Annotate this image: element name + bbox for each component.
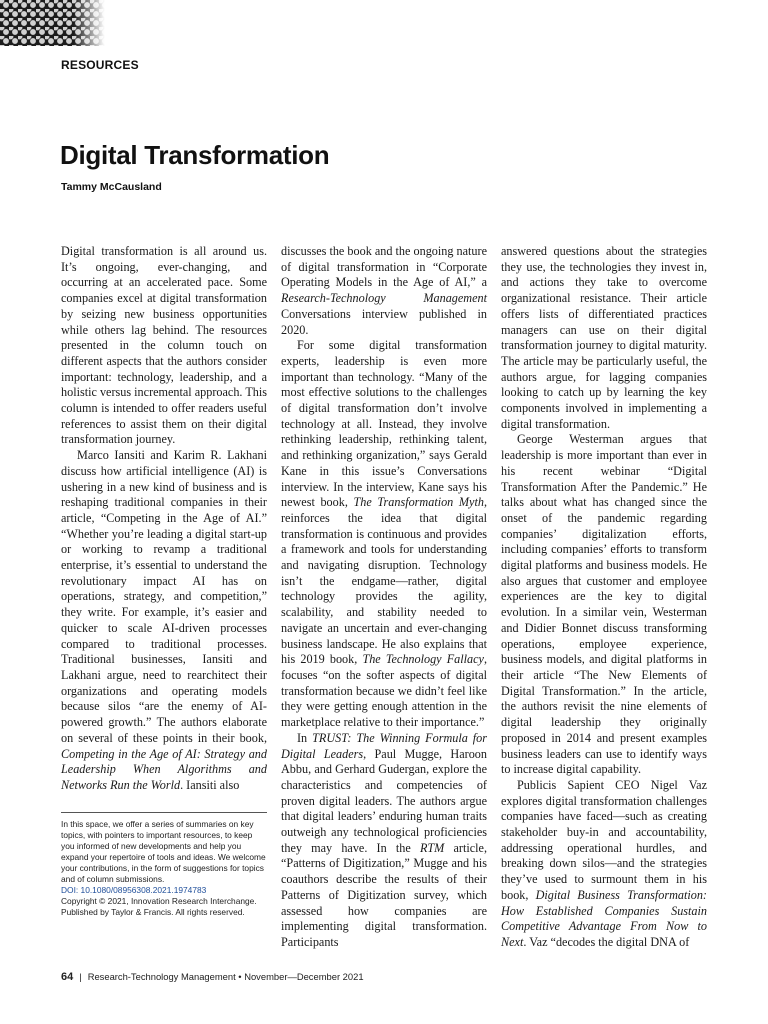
footer-issue: November—December 2021 — [244, 971, 364, 982]
paragraph: discusses the book and the ongoing nature of digital transformation in “Corporate Operating Models in the Age of AI,” a Research-Technology Management Conversations interview published in 2020. — [281, 244, 487, 337]
book-title: The Technology Fallacy — [362, 652, 484, 667]
hexagon-pattern-band — [0, 0, 105, 46]
copyright-line: Copyright © 2021, Innovation Research Interchange. — [61, 896, 257, 906]
body-column-2 — [281, 244, 487, 951]
paragraph: answered questions about the strategies they use, the technologies they invest in, and actions they take to overcome organizational resistance. Their article offers lists of differentiated practices managers can use on their digital transformation journey to digital maturity. The article may be particularly useful, the authors argue, for lagging companies looking to catch up by learning the key components involved in implementing a digital transformation. — [501, 244, 707, 431]
body-column-1 — [61, 244, 267, 794]
book-title: Competing in the Age of AI: Strategy and Leadership When Algorithms and Networks Run the World — [61, 746, 267, 792]
article-author: Tammy McCausland — [61, 181, 162, 193]
footer-journal: Research-Technology Management — [87, 971, 236, 982]
book-title: Digital Business Transformation: How Established Companies Sustain Competitive Advantage From Now to Next — [501, 887, 707, 949]
paragraph: In TRUST: The Winning Formula for Digital Leaders, Paul Mugge, Haroon Abbu, and Gerhard Gudergan, explore the characteristics and competencies of proven digital leaders. The authors argue that digital leaders’ enduring human traits outweigh any technological proficiencies they may have. In the RTM article, “Patterns of Digitization,” Mugge and his coauthors describe the results of their Patterns of Digitization survey, which assessed how companies are implementing digital transformation. Participants — [281, 730, 487, 949]
journal-title: Research-Technology Management — [281, 291, 487, 306]
book-title: TRUST: The Winning Formula for Digital Leaders — [281, 730, 487, 761]
column-note — [61, 812, 267, 918]
section-label: RESOURCES — [61, 58, 139, 72]
page-footer — [61, 971, 364, 983]
journal-abbrev: RTM — [419, 840, 445, 855]
footer-separator: | — [79, 971, 82, 982]
footer-bullet: • — [238, 971, 242, 982]
paragraph: For some digital transformation experts, leadership is even more important than technology. “Many of the most effective solutions to the challenges of digital transformation don’t involve technology at all. Instead, they involve rethinking leadership, rethinking talent, and rethinking organization,” says Gerald Kane in this issue’s Conversations interview. In the interview, Kane says his newest book, The Transformation Myth, reinforces the idea that digital transformation is continuous and provides a framework and tools for understanding and navigating disruption. Technology isn’t the endgame—rather, digital technology provides the agility, scalability, and stability needed to navigate an uncertain and ever-changing business landscape. He also explains that his 2019 book, The Technology Fallacy, focuses “on the softer aspects of digital transformation because we didn’t feel like they were getting enough attention in the marketplace relative to their importance.” — [281, 338, 487, 730]
paragraph: George Westerman argues that leadership is more important than ever in his recent webinar “Digital Transformation After the Pandemic.” He talks about what has changed since the onset of the pandemic regarding companies’ digitalization efforts, including companies’ efforts to transform digital platforms and business models. He also argues that customer and employee experiences are the key to digital evolution. In a similar vein, Westerman and Didier Bonnet discuss transforming operations, employee experience, business models, and digital platforms in their article “The New Elements of Digital Transformation.” In the article, the authors revisit the nine elements of digital leadership they originally proposed in 2014 and present examples business leaders can use to identify ways to increase digital capability. — [501, 432, 707, 777]
article-title: Digital Transformation — [60, 140, 330, 170]
note-text: In this space, we offer a series of summaries on key topics, with pointers to important resources, to keep you informed of new developments and help you expand your repertoire of tools and ideas. We welcome your contributions, in the form of suggestions for topics and of column submissions. — [61, 819, 266, 884]
publisher-line: Published by Taylor & Francis. All rights reserved. — [61, 907, 245, 917]
body-column-3 — [501, 244, 707, 951]
paragraph: Publicis Sapient CEO Nigel Vaz explores digital transformation challenges companies have faced—such as creating stakeholder buy-in and accountability, addressing operational hurdles, and breaking down silos—and the strategies they’ve used to surmount them in his book, Digital Business Transformation: How Established Companies Sustain Competitive Advantage From Now to Next. Vaz “decodes the digital DNA of — [501, 777, 707, 949]
book-title: The Transformation Myth — [353, 495, 484, 510]
doi-link[interactable]: DOI: 10.1080/08956308.2021.1974783 — [61, 885, 207, 895]
page-number: 64 — [61, 971, 74, 983]
paragraph: Digital transformation is all around us. It’s ongoing, ever-changing, and occurring at an accelerated pace. Some companies excel at digital transformation by seizing new business opportunities while others lag behind. The resources presented in the column touch on different aspects that the authors consider important: technology, leadership, and a holistic versus incremental approach. This column is intended to offer readers useful references to assist them on their digital transformation journey. — [61, 244, 267, 447]
paragraph: Marco Iansiti and Karim R. Lakhani discuss how artificial intelligence (AI) is ushering in a new kind of business and is reshaping traditional companies in their article, “Competing in the Age of AI.” “Whether you’re leading a digital start-up or working to revamp a traditional enterprise, it’s essential to understand the revolutionary impact AI has on operations, strategy, and competition,” they write. For example, it’s easier and quicker to scale AI-driven processes compared to traditional processes. Traditional businesses, Iansiti and Lakhani argue, need to rearchitect their organizations and operating models because silos “are the enemy of AI-powered growth.” The authors elaborate on several of these points in their book, Competing in the Age of AI: Strategy and Leadership When Algorithms and Networks Run the World. Iansiti also — [61, 448, 267, 792]
